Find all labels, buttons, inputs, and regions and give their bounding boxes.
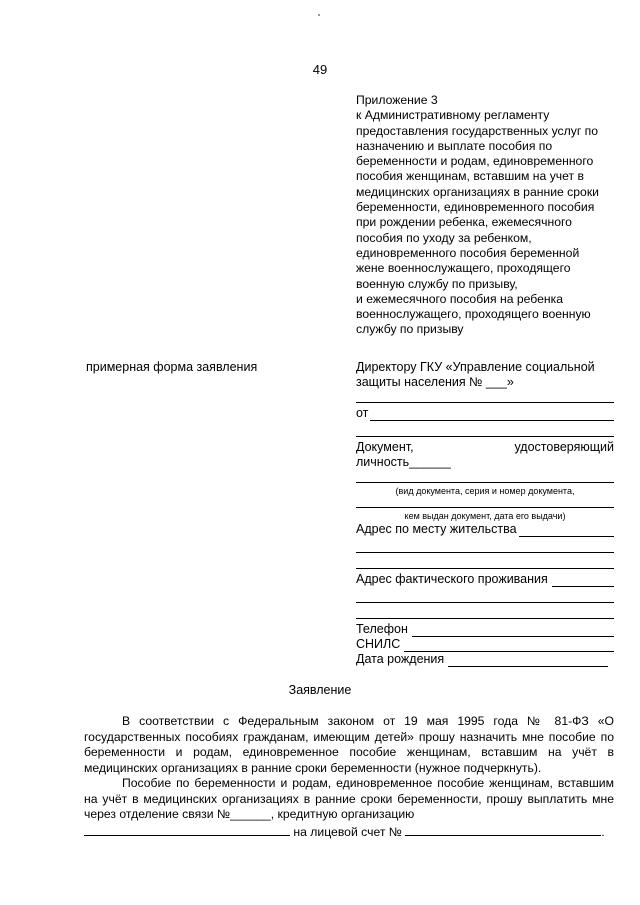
actual-address-field-2[interactable]	[356, 602, 614, 603]
appendix-line: беременности, единовременного пособия	[356, 200, 595, 215]
addressee-line1: Директору ГКУ «Управление социальной	[356, 360, 595, 374]
appendix-line: пособия женщинам, вставшим на учет в	[356, 169, 584, 184]
appendix-line: медицинских организациях в ранние сроки	[356, 184, 599, 199]
credit-organization-field[interactable]	[84, 824, 290, 836]
appendix-header	[356, 93, 618, 338]
phone-row	[356, 622, 614, 637]
identity-certifying-label: удостоверяющий	[514, 440, 614, 454]
period: .	[601, 824, 605, 839]
statement-paragraph-1: В соответствии с Федеральным законом от 19 мая 1995 года № 81-ФЗ «О государственных пособиях гражданам, имеющим детей» прошу назначить мне пособие по беременности и родам, единовременное пособие женщинам, вставшим на учёт в медицинских организациях в ранние сроки беременности (нужное подчеркнуть).	[84, 714, 614, 775]
appendix-line: к Административному регламенту	[356, 108, 550, 123]
document-label: Документ,	[356, 440, 414, 454]
residence-field[interactable]	[519, 525, 614, 537]
appendix-line: пособия по уходу за ребенком,	[356, 230, 532, 245]
appendix-line: военную службу по призыву,	[356, 276, 518, 291]
residence-field-3[interactable]	[356, 568, 614, 569]
statement-paragraph-2	[84, 776, 614, 823]
appendix-line: предоставления государственных услуг по	[356, 123, 599, 138]
phone-label: Телефон	[356, 622, 408, 636]
residence-field-2[interactable]	[356, 552, 614, 553]
identity-label: личность______	[356, 455, 451, 469]
issued-hint: кем выдан документ, дата его выдачи)	[404, 511, 566, 521]
statement-title: Заявление	[288, 683, 352, 697]
addressee-line2: защиты населения № ___»	[356, 375, 514, 389]
appendix-line: военнослужащего, проходящего военную	[356, 307, 591, 322]
issued-field[interactable]	[356, 507, 614, 508]
birth-date-row	[356, 652, 614, 667]
form-note: примерная форма заявления	[86, 360, 258, 374]
account-number-field[interactable]	[405, 824, 601, 836]
birth-date-field[interactable]	[448, 655, 608, 667]
addressee-block	[356, 360, 614, 667]
appendix-line: службу по призыву	[356, 322, 464, 337]
account-label: на лицевой счет №	[293, 824, 402, 839]
actual-address-field[interactable]	[552, 575, 614, 587]
from-label: от	[356, 406, 369, 420]
snils-label: СНИЛС	[356, 637, 401, 651]
appendix-line: и ежемесячного пособия на ребенка	[356, 291, 564, 306]
residence-row	[356, 522, 614, 537]
appendix-line: единовременного пособия беременной	[356, 245, 580, 260]
from-field[interactable]	[370, 409, 614, 421]
snils-field[interactable]	[404, 640, 614, 652]
account-row	[84, 824, 614, 841]
blank-line	[356, 402, 614, 403]
snils-row	[356, 637, 614, 652]
appendix-line: назначению и выплате пособия по	[356, 138, 553, 153]
document-field[interactable]	[356, 482, 614, 483]
appendix-line: при рождении ребенка, ежемесячного	[356, 215, 572, 230]
statement-paragraph-2-text: Пособие по беременности и родам, единовременное пособие женщинам, вставшим на учёт в медицинских организациях в ранние сроки беременности, прошу выплатить мне через отделение связи №______, кредитную организацию	[84, 776, 614, 821]
scan-dot	[318, 14, 320, 16]
document-hint: (вид документа, серия и номер документа,	[395, 486, 575, 496]
from-row	[356, 406, 614, 421]
page-number: 49	[312, 62, 328, 77]
actual-address-row	[356, 572, 614, 587]
residence-label: Адрес по месту жительства	[356, 522, 517, 536]
appendix-line: жене военнослужащего, проходящего	[356, 261, 571, 276]
appendix-line: Приложение 3	[356, 93, 438, 107]
appendix-line: беременности и родам, единовременного	[356, 154, 594, 169]
birth-date-label: Дата рождения	[356, 652, 445, 666]
statement-body	[84, 714, 614, 840]
blank-line	[356, 436, 614, 437]
actual-address-label: Адрес фактического проживания	[356, 572, 548, 586]
document-row	[356, 440, 614, 455]
actual-address-field-3[interactable]	[356, 618, 614, 619]
phone-field[interactable]	[412, 625, 614, 637]
